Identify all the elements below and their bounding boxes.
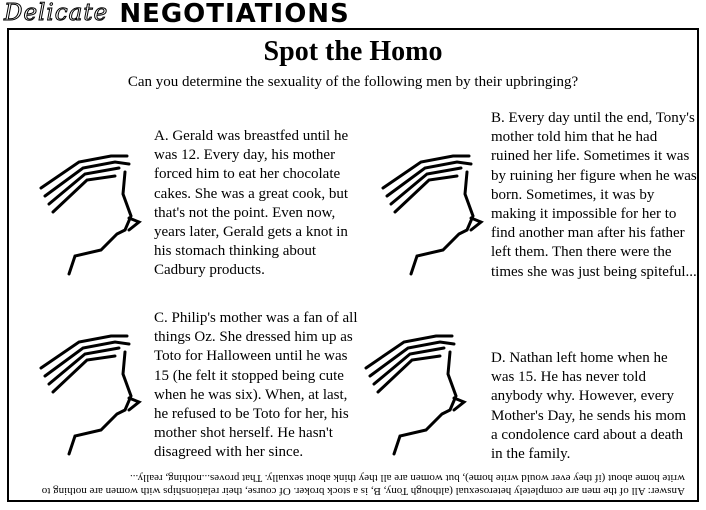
comic-header xyxy=(4,0,350,28)
story-b: B. Every day until the end, Tony's mother told him that he had ruined her life. Sometimes it was by ruining her figure when he was born. Sometimes, it was by making it impossible for her to find another man after his father left them. Then there were the times she was just being spiteful... xyxy=(491,110,697,280)
panel-subtitle: Can you determine the sexuality of the following men by their upbringing? xyxy=(127,74,579,90)
head-profile-c-icon xyxy=(39,330,149,460)
comic-panel xyxy=(7,28,699,502)
brand-title-text: NEGOTIATIONS xyxy=(119,0,350,29)
upside-down-answer: Answer: All of the men are completely heterosexual (although Tony, B, is a stock broker. Of course, their relationships with women are nothing to write home about (if they ever would write home), but women are all they think about sexually. That proves...nothing, really... xyxy=(41,472,685,497)
story-a: A. Gerald was breastfed until he was 12. Every day, his mother forced him to eat her chocolate cakes. She was a great cook, but that's not the point. Even now, years later, Gerald gets a knot in his stomach thinking about Cadbury products. xyxy=(154,128,349,279)
head-profile-d-icon xyxy=(364,330,474,460)
story-c: C. Philip's mother was a fan of all things Oz. She dressed him up as Toto for Halloween until he was 15 (he felt it stopped being cute when he was six). When, at last, he refused to be Toto for her, his mother shot herself. He hasn't disagreed with her since. xyxy=(154,310,358,461)
story-d: D. Nathan left home when he was 15. He has never told anybody why. However, every Mother's Day, he sends his mom a condolence card about a death in the family. xyxy=(491,350,687,463)
brand-script-text: Delicate xyxy=(4,0,109,26)
head-profile-b-icon xyxy=(381,150,491,280)
panel-title: Spot the Homo xyxy=(263,36,443,67)
head-profile-a-icon xyxy=(39,150,149,280)
